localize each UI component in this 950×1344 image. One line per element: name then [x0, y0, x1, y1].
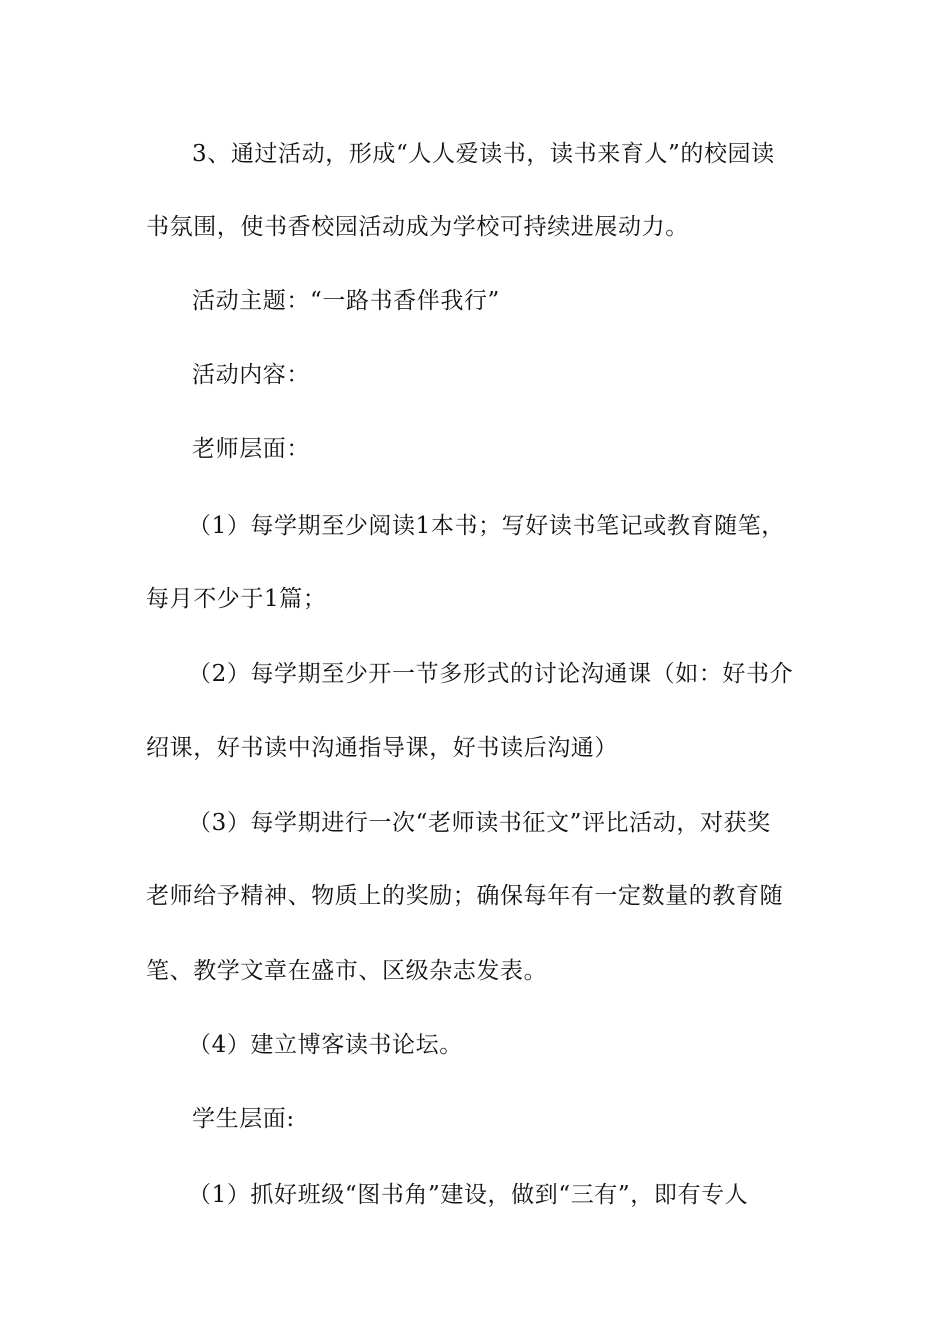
paragraph-line: 每月不少于1篇； — [146, 586, 327, 612]
paragraph-line: 3、通过活动，形成“人人爱读书，读书来育人”的校园读 — [192, 141, 775, 167]
paragraph-line: （2）每学期至少开一节多形式的讨论沟通课（如：好书介 — [188, 661, 794, 687]
section-heading-student: 学生层面: — [192, 1106, 295, 1132]
paragraph-line: （1）抓好班级“图书角”建设，做到“三有”，即有专人 — [188, 1182, 749, 1208]
paragraph-line: 笔、教学文章在盛市、区级杂志发表。 — [146, 958, 548, 984]
paragraph-line: （1）每学期至少阅读1本书；写好读书笔记或教育随笔， — [188, 513, 785, 539]
section-heading-teacher: 老师层面： — [192, 436, 310, 462]
paragraph-line: 绍课，好书读中沟通指导课，好书读后沟通） — [146, 735, 618, 761]
paragraph-line: 书氛围，使书香校园活动成为学校可持续进展动力。 — [146, 214, 689, 240]
paragraph-line: 老师给予精神、物质上的奖励；确保每年有一定数量的教育随 — [146, 883, 784, 909]
paragraph-line: （4）建立博客读书论坛。 — [188, 1032, 463, 1058]
section-heading-theme: 活动主题：“一路书香伴我行” — [192, 288, 500, 314]
section-heading-content: 活动内容： — [192, 362, 310, 388]
paragraph-line: （3）每学期进行一次“老师读书征文”评比活动，对获奖 — [188, 810, 771, 836]
